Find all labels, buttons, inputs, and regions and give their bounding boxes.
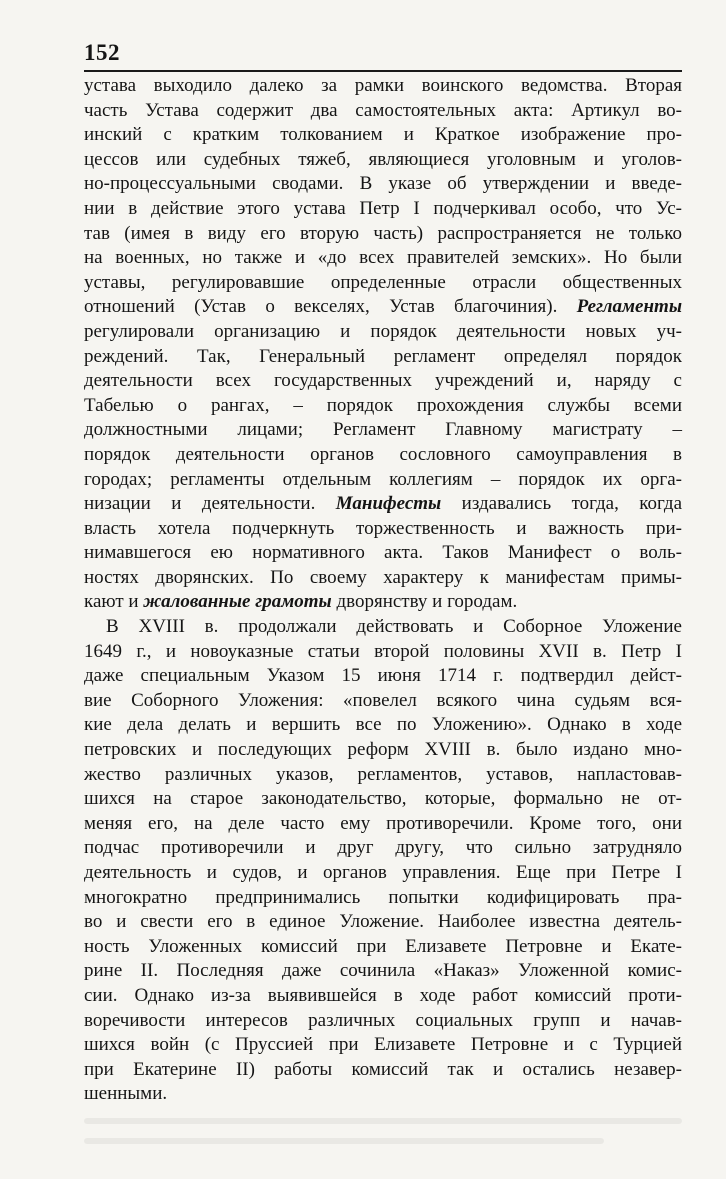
text-segment: цессов или судебных тяжеб, являющиеся уголовным и уголов- [84,148,682,170]
text-line [84,640,682,665]
text-segment: часть Устава содержит два самостоятельных акта: Артикул во- [84,99,682,121]
text-segment: ностях дворянских. По своему характеру к манифестам примы- [84,566,682,588]
text-segment: вие Соборного Уложения: «повелел всякого чина судьям вся- [84,689,682,711]
text-line [84,566,682,591]
text-line [84,295,682,320]
text-segment: В XVIII в. продолжали действовать и Соборное Уложение [106,616,682,638]
text-segment: рине II. Последняя даже сочинила «Наказ» Уложенной комис- [84,960,682,982]
text-line [84,836,682,861]
text-line [84,886,682,911]
text-segment: во и свести его в единое Уложение. Наиболее известна деятель- [84,911,682,933]
text-segment: сии. Однако из-за выявившейся в ходе работ комиссий проти- [84,984,682,1006]
text-segment: Табелью о рангах, – порядок прохождения службы всеми [84,394,682,416]
text-segment: 1649 г., и новоуказные статьи второй половины XVII в. Петр I [84,640,682,662]
text-line [84,320,682,345]
text-line [84,172,682,197]
text-segment: низации и деятельности. [84,493,336,515]
text-line [84,984,682,1009]
text-line [84,222,682,247]
text-segment: издавались тогда, когда [441,493,683,515]
text-segment: отношений (Устав о векселях, Устав благочиния). [84,296,577,318]
text-segment: но-процессуальными сводами. В указе об утверждении и введе- [84,173,682,195]
text-line [84,99,682,124]
text-line [84,1082,682,1107]
text-line [84,394,682,419]
text-line [84,590,682,615]
text-line [84,664,682,689]
text-segment: кие дела делать и вершить все по Уложению». Однако в ходе [84,714,682,736]
header-rule [84,70,682,72]
text-segment: инский с кратким толкованием и Краткое изображение про- [84,124,682,146]
text-segment: воречивости интересов различных социальных групп и начав- [84,1009,682,1031]
text-segment: устава выходило далеко за рамки воинского ведомства. Вторая [84,75,682,96]
text-line [84,418,682,443]
text-line [84,1009,682,1034]
text-line [84,74,682,99]
text-line [84,615,682,640]
text-segment: нии в действие этого устава Петр I подчеркивал особо, что Ус- [84,197,682,219]
text-segment: тав (имея в виду его вторую часть) распространяется не только [84,222,682,244]
text-line [84,541,682,566]
text-line [84,246,682,271]
text-segment: регулировали организацию и порядок деятельности новых уч- [84,320,682,342]
text-line [84,1058,682,1083]
text-segment: власть хотела подчеркнуть торжественность и важность при- [84,517,682,539]
text-line [84,959,682,984]
text-line [84,123,682,148]
text-line [84,345,682,370]
text-line [84,197,682,222]
text-segment: шихся войн (с Пруссией при Елизавете Петровне и с Турцией [84,1034,682,1056]
text-line [84,492,682,517]
text-line [84,148,682,173]
text-line [84,910,682,935]
show-through-text [84,1118,682,1124]
text-segment: реждений. Так, Генеральный регламент определял порядок [84,345,682,367]
text-segment: петровских и последующих реформ XVIII в. было издано мно- [84,739,682,761]
text-segment: меняя его, на деле часто ему противоречили. Кроме того, они [84,812,682,834]
text-line [84,763,682,788]
text-segment: дворянству и городам. [331,591,518,613]
text-segment: должностными лицами; Регламент Главному магистрату – [84,419,682,441]
text-line [84,689,682,714]
text-line [84,1033,682,1058]
text-line [84,812,682,837]
text-line [84,935,682,960]
text-line [84,271,682,296]
text-segment: подчас противоречили и друг другу, что сильно затрудняло [84,837,682,859]
text-segment: шенными. [84,1083,168,1105]
text-line [84,517,682,542]
text-line [84,738,682,763]
text-segment: ность Уложенных комиссий при Елизавете Петровне и Екате- [84,935,682,957]
text-segment: деятельности всех государственных учреждений и, наряду с [84,370,682,392]
text-segment: жество различных указов, регламентов, уставов, напластовав- [84,763,682,785]
text-segment: шихся на старое законодательство, которые, формально не от- [84,788,682,810]
text-segment: городах; регламенты отдельным коллегиям – порядок их орга- [84,468,682,490]
emphasized-term: Регламенты [576,296,682,318]
text-segment: кают и [84,591,144,613]
text-segment: уставы, регулировавшие определенные отрасли общественных [84,271,682,293]
emphasized-term: жалованные грамоты [143,591,332,613]
text-line [84,443,682,468]
text-segment: порядок деятельности органов сословного самоуправления в [84,443,682,465]
page-number: 152 [84,40,120,65]
text-segment: нимавшегося ею нормативного акта. Таков Манифест о воль- [84,542,682,564]
text-segment: деятельность и судов, и органов управления. Еще при Петре I [84,862,682,883]
text-line [84,713,682,738]
text-segment: многократно предпринимались попытки кодифицировать пра- [84,886,682,908]
text-line [84,861,682,886]
text-segment: на военных, но также и «до всех правителей земских». Но были [84,247,682,269]
page-body-text [84,74,682,1107]
text-line [84,468,682,493]
show-through-text [84,1138,604,1144]
emphasized-term: Манифесты [335,493,442,515]
text-line [84,787,682,812]
text-segment: при Екатерине II) работы комиссий так и остались незавер- [84,1058,682,1080]
text-line [84,369,682,394]
text-segment: даже специальным Указом 15 июня 1714 г. подтвердил дейст- [84,665,682,687]
